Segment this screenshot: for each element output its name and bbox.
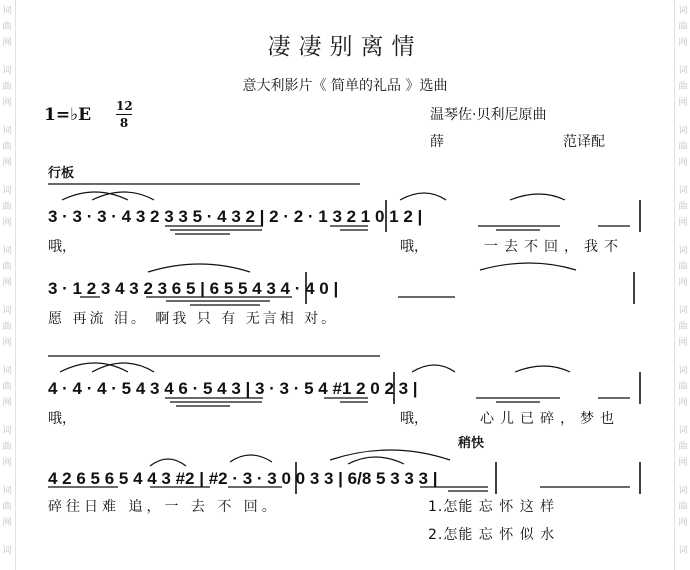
slur [92, 192, 154, 200]
slur [510, 194, 565, 200]
lyrics-line-3c: 心儿已碎，梦也 [480, 411, 620, 427]
slur [148, 264, 250, 272]
lyrics-line-3b: 哦， [400, 411, 428, 427]
slur [515, 366, 570, 372]
slur [348, 457, 404, 464]
watermark-char: 词 [2, 486, 12, 496]
watermark-char: 网 [678, 518, 688, 528]
notes-line-3: 4 · 4 · 4 · 5 4 3 4 6 · 5 4 3 | 3 · 3 · 5 4 #1 2 0 2 3 | [48, 379, 418, 398]
watermark-char: 词 [678, 6, 688, 16]
song-title: 凄凄别离情 [267, 34, 423, 60]
lyrics-line-1c: 一去不回，我不 [484, 239, 624, 255]
watermark-char: 词 [678, 366, 688, 376]
watermark-char: 网 [678, 398, 688, 408]
arranger-credit: 范译配 [563, 134, 605, 150]
key-signature: 1=♭E [44, 105, 92, 125]
watermark-char: 曲 [2, 142, 12, 152]
watermark-char: 曲 [2, 502, 12, 512]
watermark-char: 网 [2, 398, 12, 408]
watermark-char: 词 [678, 246, 688, 256]
watermark-char: 词 [2, 546, 12, 556]
watermark-char: 词 [678, 546, 688, 556]
watermark-char: 曲 [2, 442, 12, 452]
watermark-char: 词 [678, 486, 688, 496]
beam [476, 398, 560, 402]
arranger-surname: 薛 [430, 134, 444, 150]
notes-line-4: 4 2 6 5 6 5 4 4 3 #2 | #2 · 3 · 3 0 0 3 3 | 6/8 5 3 3 3 | [48, 469, 438, 488]
watermark-char: 曲 [2, 382, 12, 392]
watermark-char: 曲 [678, 502, 688, 512]
watermark-char: 曲 [678, 322, 688, 332]
notes-line-2: 3 · 1 2 3 4 3 2 3 6 5 | 6 5 5 4 3 4 · 4 0 | [48, 279, 339, 298]
beam [324, 398, 368, 402]
watermark-char: 网 [2, 218, 12, 228]
lyrics-line-4: 碎往日难 追，一 去 不 回。 [48, 499, 280, 515]
watermark-char: 网 [678, 158, 688, 168]
meter-bottom: 8 [119, 116, 129, 130]
slur [400, 193, 446, 200]
watermark-char: 词 [2, 426, 12, 436]
watermark-char: 曲 [2, 82, 12, 92]
watermark-char: 词 [2, 366, 12, 376]
watermark-char: 网 [678, 278, 688, 288]
slur [92, 363, 154, 372]
watermark-char: 词 [678, 186, 688, 196]
watermark-char: 网 [2, 518, 12, 528]
tempo-change: 稍快 [458, 436, 485, 451]
meter-top: 12 [116, 99, 133, 113]
watermark-char: 曲 [2, 262, 12, 272]
lyrics-line-3a: 哦， [48, 411, 76, 427]
watermark-char: 网 [2, 338, 12, 348]
slur [480, 263, 576, 270]
watermark-char: 网 [2, 278, 12, 288]
song-subtitle: 意大利影片《 简单的礼品 》选曲 [242, 78, 448, 94]
verse-2-lyrics: 2.怎能 忘 怀 似 水 [428, 527, 556, 543]
watermark-char: 曲 [678, 262, 688, 272]
beam [478, 226, 560, 230]
watermark-char: 网 [678, 338, 688, 348]
slur [230, 455, 272, 462]
verse-1-lyrics: 1.怎能 忘 怀 这 样 [428, 499, 556, 515]
watermark-char: 词 [2, 246, 12, 256]
watermark-char: 曲 [2, 202, 12, 212]
watermark-char: 曲 [678, 382, 688, 392]
beam [165, 226, 263, 234]
watermark-char: 曲 [678, 22, 688, 32]
watermark-char: 网 [2, 38, 12, 48]
watermark-char: 词 [2, 66, 12, 76]
watermark-char: 网 [678, 38, 688, 48]
watermark-char: 网 [678, 218, 688, 228]
watermark-char: 词 [678, 66, 688, 76]
watermark-char: 网 [2, 458, 12, 468]
watermark-char: 网 [2, 98, 12, 108]
watermark-char: 曲 [678, 142, 688, 152]
watermark-char: 词 [678, 306, 688, 316]
lyrics-line-1b: 哦， [400, 239, 428, 255]
slur [150, 459, 186, 466]
watermark-char: 词 [2, 186, 12, 196]
watermark-char: 网 [678, 458, 688, 468]
watermark-char: 词 [2, 6, 12, 16]
beam [146, 297, 292, 305]
notes-line-1: 3 · 3 · 3 · 4 3 2 3 3 5 · 4 3 2 | 2 · 2 · 1 3 2 1 0 1 2 | [48, 207, 423, 226]
tempo-marking: 行板 [48, 166, 75, 181]
composer-credit: 温琴佐·贝利尼原曲 [430, 107, 547, 123]
watermark-char: 曲 [678, 202, 688, 212]
beam [165, 398, 263, 406]
watermark-char: 词 [2, 306, 12, 316]
watermark-char: 曲 [2, 322, 12, 332]
lyrics-line-1a: 哦， [48, 239, 76, 255]
watermark-char: 曲 [678, 442, 688, 452]
watermark-char: 词 [678, 426, 688, 436]
watermark-char: 曲 [2, 22, 12, 32]
lyrics-line-2: 愿 再流 泪。 啊我 只 有 无言相 对。 [48, 311, 339, 327]
beam [330, 226, 368, 230]
watermark-char: 网 [678, 98, 688, 108]
watermark-char: 曲 [678, 82, 688, 92]
watermark-char: 网 [2, 158, 12, 168]
watermark-char: 词 [678, 126, 688, 136]
slur [412, 365, 455, 372]
watermark-char: 词 [2, 126, 12, 136]
